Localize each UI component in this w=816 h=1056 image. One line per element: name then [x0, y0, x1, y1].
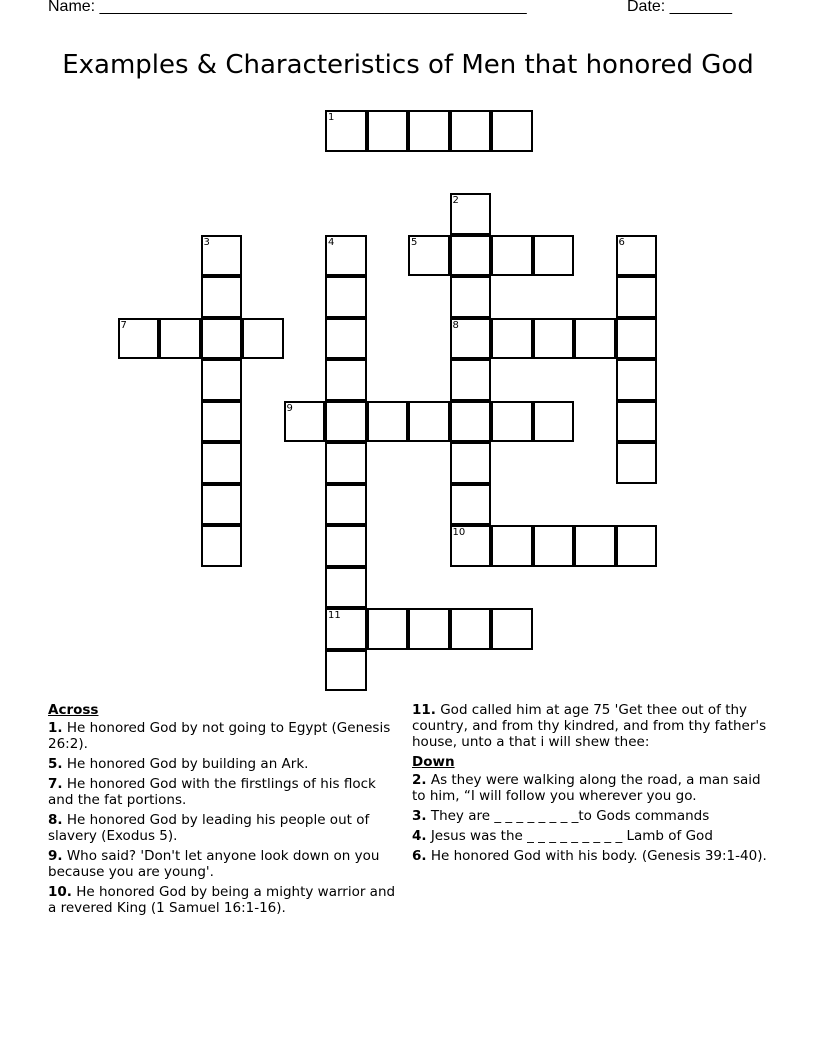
clue-number: 10.	[48, 884, 72, 900]
crossword-cell[interactable]	[367, 608, 409, 650]
clue-text: Jesus was the _ _ _ _ _ _ _ _ _ Lamb of God	[430, 828, 713, 844]
crossword-cell[interactable]	[284, 401, 326, 443]
crossword-cell[interactable]	[574, 318, 616, 360]
down-clue	[412, 848, 772, 864]
cell-number: 6	[618, 236, 625, 248]
clues-column-right	[412, 702, 772, 868]
crossword-cell[interactable]	[325, 567, 367, 609]
cell-number: 4	[328, 236, 335, 248]
clue-number: 3.	[412, 808, 427, 824]
crossword-cell[interactable]	[616, 359, 658, 401]
cell-number: 3	[203, 236, 210, 248]
cell-number: 8	[452, 319, 459, 331]
crossword-cell[interactable]	[408, 235, 450, 277]
crossword-cell[interactable]	[367, 401, 409, 443]
crossword-cell[interactable]	[491, 318, 533, 360]
clue-number: 8.	[48, 812, 63, 828]
crossword-cell[interactable]	[491, 401, 533, 443]
crossword-cell[interactable]	[201, 359, 243, 401]
clue-text: They are _ _ _ _ _ _ _ _to Gods commands	[430, 808, 710, 824]
down-clue	[412, 772, 772, 804]
down-heading: Down	[412, 754, 455, 770]
crossword-cell[interactable]	[616, 276, 658, 318]
crossword-cell[interactable]	[533, 525, 575, 567]
crossword-cell[interactable]	[201, 484, 243, 526]
crossword-cell[interactable]	[325, 650, 367, 692]
crossword-cell[interactable]	[201, 235, 243, 277]
crossword-cell[interactable]	[450, 193, 492, 235]
clue-text: He honored God by not going to Egypt (Genesis 26:2).	[48, 720, 391, 752]
crossword-cell[interactable]	[325, 318, 367, 360]
clue-number: 9.	[48, 848, 63, 864]
across-clue	[412, 702, 772, 750]
down-clue	[412, 828, 772, 844]
crossword-cell[interactable]	[201, 318, 243, 360]
crossword-cell[interactable]	[325, 442, 367, 484]
crossword-cell[interactable]	[491, 608, 533, 650]
crossword-cell[interactable]	[616, 442, 658, 484]
crossword-cell[interactable]	[491, 235, 533, 277]
crossword-cell[interactable]	[450, 276, 492, 318]
crossword-cell[interactable]	[450, 359, 492, 401]
cell-number: 10	[452, 527, 466, 538]
crossword-cell[interactable]	[408, 110, 450, 152]
name-field-label: Name: ________________________________________________	[48, 0, 527, 15]
crossword-cell[interactable]	[450, 110, 492, 152]
date-field-label: Date: _______	[627, 0, 732, 15]
crossword-cell[interactable]	[450, 484, 492, 526]
crossword-cell[interactable]	[201, 442, 243, 484]
clue-number: 7.	[48, 776, 63, 792]
across-clue	[48, 812, 398, 844]
crossword-cell[interactable]	[450, 525, 492, 567]
clue-text: He honored God by building an Ark.	[66, 756, 309, 772]
crossword-cell[interactable]	[201, 276, 243, 318]
crossword-cell[interactable]	[533, 318, 575, 360]
clue-number: 4.	[412, 828, 427, 844]
clue-number: 6.	[412, 848, 427, 864]
clue-number: 1.	[48, 720, 63, 736]
crossword-cell[interactable]	[450, 608, 492, 650]
crossword-cell[interactable]	[450, 442, 492, 484]
crossword-cell[interactable]	[533, 235, 575, 277]
across-heading: Across	[48, 702, 99, 718]
crossword-cell[interactable]	[325, 484, 367, 526]
crossword-cell[interactable]	[533, 401, 575, 443]
crossword-cell[interactable]	[325, 110, 367, 152]
across-clue	[48, 756, 398, 772]
crossword-cell[interactable]	[408, 401, 450, 443]
crossword-cell[interactable]	[201, 401, 243, 443]
clue-text: He honored God with the firstlings of his flock and the fat portions.	[48, 776, 376, 808]
cell-number: 9	[286, 402, 293, 414]
across-clue	[48, 848, 398, 880]
down-clue	[412, 808, 772, 824]
crossword-cell[interactable]	[491, 110, 533, 152]
clue-text: He honored God by being a mighty warrior and a revered King (1 Samuel 16:1-16).	[48, 884, 396, 916]
crossword-cell[interactable]	[201, 525, 243, 567]
crossword-cell[interactable]	[616, 525, 658, 567]
cell-number: 7	[120, 319, 127, 331]
crossword-cell[interactable]	[408, 608, 450, 650]
crossword-cell[interactable]	[616, 318, 658, 360]
crossword-cell[interactable]	[325, 608, 367, 650]
clues-column-left	[48, 702, 398, 920]
crossword-cell[interactable]	[242, 318, 284, 360]
crossword-cell[interactable]	[325, 276, 367, 318]
page-title: Examples & Characteristics of Men that honored God	[62, 50, 754, 80]
crossword-cell[interactable]	[325, 525, 367, 567]
crossword-cell[interactable]	[450, 318, 492, 360]
cell-number: 1	[328, 112, 335, 123]
clue-text: He honored God with his body. (Genesis 39:1-40).	[430, 848, 767, 864]
across-clue	[48, 720, 398, 752]
crossword-cell[interactable]	[118, 318, 160, 360]
crossword-cell[interactable]	[367, 110, 409, 152]
crossword-cell[interactable]	[491, 525, 533, 567]
crossword-cell[interactable]	[450, 235, 492, 277]
clue-number: 2.	[412, 772, 427, 788]
clue-text: Who said? 'Don't let anyone look down on you because you are young'.	[48, 848, 380, 880]
across-clue	[48, 776, 398, 808]
cell-number: 2	[452, 195, 459, 206]
crossword-cell[interactable]	[574, 525, 616, 567]
clue-text: As they were walking along the road, a man said to him, “I will follow you wherever you go.	[412, 772, 761, 804]
crossword-cell[interactable]	[616, 401, 658, 443]
cell-number: 5	[411, 236, 418, 248]
across-clue	[48, 884, 398, 916]
crossword-cell[interactable]	[159, 318, 201, 360]
crossword-cell[interactable]	[325, 401, 367, 443]
crossword-cell[interactable]	[325, 359, 367, 401]
clue-text: God called him at age 75 'Get thee out of thy country, and from thy kindred, and from thy father's house, unto a that i will shew thee:	[412, 702, 767, 750]
crossword-cell[interactable]	[325, 235, 367, 277]
cell-number: 11	[328, 610, 341, 621]
clue-text: He honored God by leading his people out of slavery (Exodus 5).	[48, 812, 370, 844]
crossword-cell[interactable]	[616, 235, 658, 277]
crossword-cell[interactable]	[450, 401, 492, 443]
clue-number: 11.	[412, 702, 436, 718]
clue-number: 5.	[48, 756, 63, 772]
